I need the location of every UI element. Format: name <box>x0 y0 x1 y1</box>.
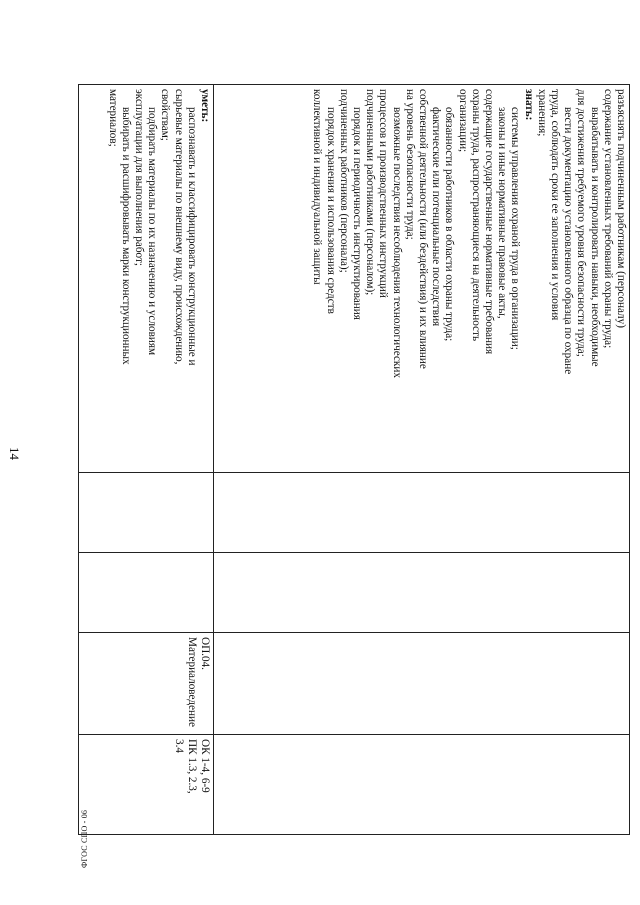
text-line: хранения; <box>535 89 548 137</box>
text-line: возможные последствия несоблюдения технологических <box>390 107 403 378</box>
text-line: материалов; <box>106 89 119 147</box>
text-line: труда, соблюдать сроки ее заполнения и условия <box>548 89 561 321</box>
text-line: фактические или потенциальные последствия <box>430 107 443 327</box>
empty-cell <box>213 633 629 735</box>
empty-cell <box>213 473 629 553</box>
table-row <box>79 85 214 835</box>
text-line: подбирать материалы по их назначению и условиям <box>146 107 159 356</box>
text-line: охраны труда, распространяющиеся на деятельность <box>469 89 482 342</box>
text-line: подчиненных работников (персонала); <box>337 89 350 273</box>
competency-table <box>78 84 630 834</box>
text-line: свойствам; <box>159 89 172 141</box>
text-line: подчиненными работниками (персоналом); <box>364 89 377 296</box>
text-line: собственной деятельности (или бездействия) и их влияние <box>416 89 429 369</box>
text-line: порядок и периодичность инструктирования <box>350 107 363 320</box>
text-line: законы и иные нормативные правовые акты, <box>496 107 509 319</box>
text-line: процессов и производственных инструкций <box>377 89 390 298</box>
empty-cell <box>213 553 629 633</box>
table-row <box>213 85 629 835</box>
text-line: сырьевые материалы по внешнему виду, происхождению, <box>172 89 185 365</box>
text-line: коллективной и индивидуальной защиты <box>311 89 324 285</box>
text-line: организации; <box>456 89 469 153</box>
empty-cell <box>79 473 214 553</box>
text-line: на уровень безопасности труда; <box>403 89 416 240</box>
text-line: распознавать и классифицировать конструкционные и <box>185 107 198 366</box>
discipline-index: ОП.04. <box>198 637 211 670</box>
competency-codes-pk-cont: 3.4 <box>172 739 185 753</box>
empty-cell <box>79 553 214 633</box>
page-number: 14 <box>7 447 22 460</box>
text-line: вести документацию установленного образца по охране <box>562 107 575 375</box>
text-line: вырабатывать и контролировать навыки, необходимые <box>588 107 601 367</box>
content-cell <box>79 85 214 473</box>
footer-code: ФГОС СПО - 06 <box>80 809 89 868</box>
text-line: выбирать и расшифровывать марки конструкционных <box>119 107 132 365</box>
competency-codes-pk: ПК 1.3, 2.3, <box>185 739 198 794</box>
section-heading: уметь: <box>198 89 211 123</box>
text-line: обязанности работников в области охраны труда; <box>443 107 456 342</box>
codes-cell <box>79 735 214 835</box>
section-heading: знать: <box>522 89 535 121</box>
empty-cell <box>213 735 629 835</box>
discipline-cell <box>79 633 214 735</box>
text-line: содержание установленных требований охраны труда; <box>601 89 614 349</box>
content-cell <box>213 85 629 473</box>
text-line: для достижения требуемого уровня безопасности труда; <box>575 89 588 357</box>
text-line: содержащие государственные нормативные требования <box>482 89 495 355</box>
competency-codes-ok: ОК 1-4, 6-9 <box>198 739 211 793</box>
text-line: эксплуатации для выполнения работ; <box>132 89 145 266</box>
text-line: разъяснять подчиненным работникам (персоналу) <box>615 89 627 328</box>
text-line: системы управления охраной труда в организации; <box>509 107 522 350</box>
text-line: порядок хранения и использования средств <box>324 107 337 314</box>
discipline-name: Материаловедение <box>185 637 198 727</box>
